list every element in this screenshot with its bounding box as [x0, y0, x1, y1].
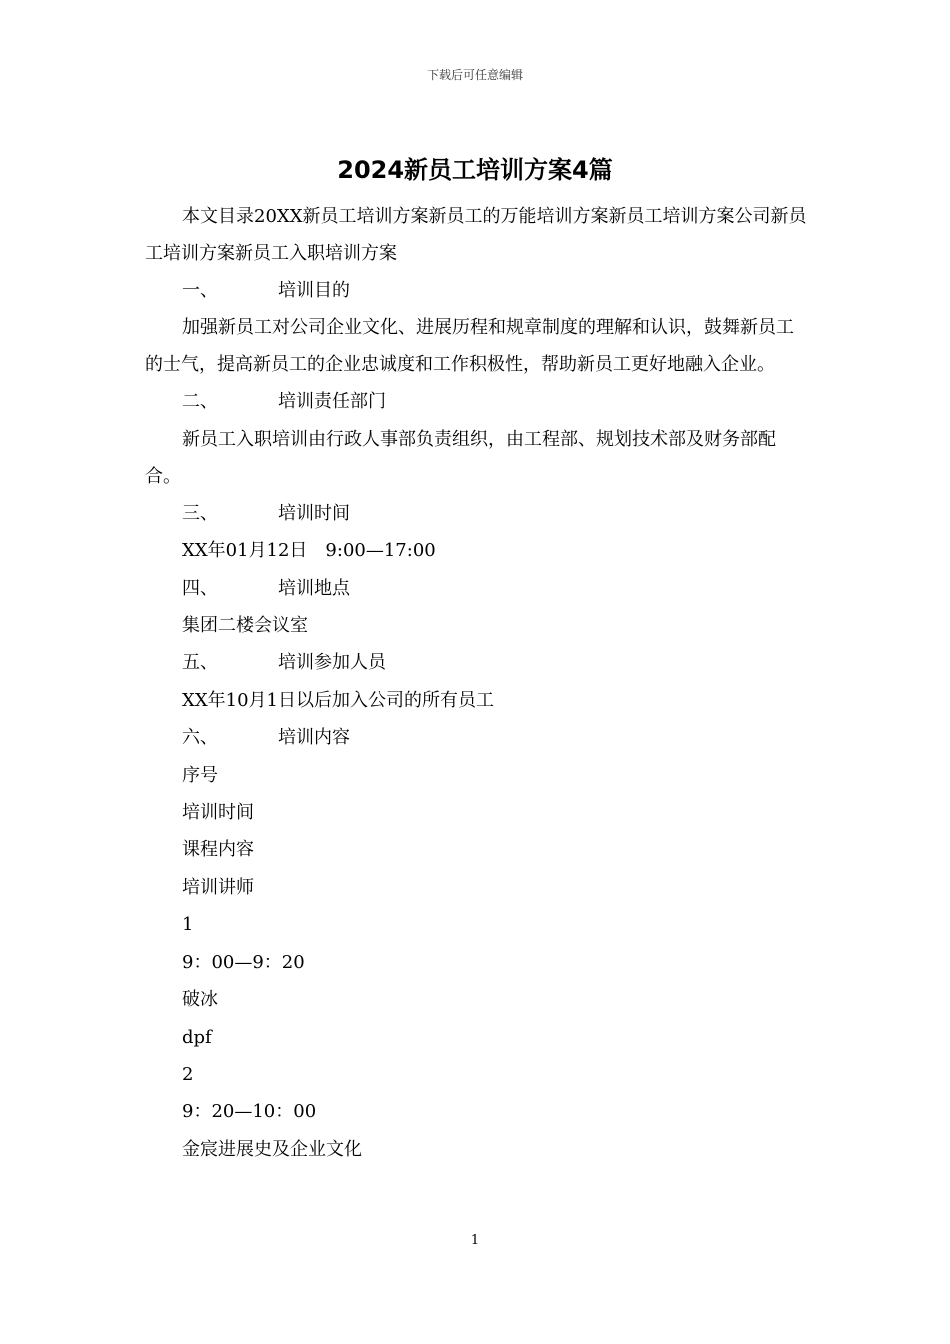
section-number: 六、 [182, 727, 218, 749]
table-cell-line: 9：20—10：00 [182, 1101, 317, 1123]
section-number: 三、 [182, 502, 218, 524]
section-number: 二、 [182, 391, 218, 413]
section-title: 培训参加人员 [278, 652, 386, 674]
section-line-5: XX年10月1日以后加入公司的所有员工 [182, 689, 494, 711]
section-number: 四、 [182, 577, 218, 599]
table-cell-line: 金宸进展史及企业文化 [182, 1138, 362, 1160]
table-cell-line: 培训讲师 [182, 876, 254, 898]
section-heading-4 [145, 570, 810, 607]
table-cell-line: 破冰 [182, 989, 218, 1011]
table-cell-line: dpf [182, 1026, 212, 1048]
section-heading-2 [145, 383, 810, 420]
table-cell-line: 课程内容 [182, 839, 254, 861]
page-header-note: 下载后可任意编辑 [426, 68, 523, 82]
section-number: 一、 [182, 280, 218, 301]
section-number: 五、 [182, 652, 218, 674]
section-heading-3 [145, 495, 810, 532]
section-heading-5 [145, 644, 810, 681]
page-number: 1 [470, 1233, 480, 1248]
table-cell-line: 序号 [182, 764, 218, 786]
section-line-3: XX年01月12日 9:00—17:00 [182, 540, 436, 562]
table-cell-line: 培训时间 [182, 802, 254, 824]
section-title: 培训目的 [278, 280, 350, 301]
table-cell-line: 2 [182, 1063, 194, 1085]
section-title: 培训时间 [278, 502, 350, 524]
section-paragraph-2: 新员工入职培训由行政人事部负责组织，由工程部、规划技术部及财务部配合。 [145, 428, 776, 487]
section-paragraph-1: 加强新员工对公司企业文化、进展历程和规章制度的理解和认识，鼓舞新员工的士气，提高新员工的企业忠诚度和工作积极性，帮助新员工更好地融入企业。 [145, 317, 794, 376]
section-heading-6 [145, 719, 810, 756]
section-title: 培训责任部门 [278, 391, 386, 413]
section-heading-1 [145, 272, 810, 309]
section-line-4: 集团二楼会议室 [182, 615, 308, 637]
section-title: 培训地点 [278, 577, 350, 599]
table-cell-line: 1 [182, 914, 194, 936]
section-title: 培训内容 [278, 727, 350, 749]
intro-paragraph: 本文目录20XX新员工培训方案新员工的万能培训方案新员工培训方案公司新员工培训方案新员工入职培训方案 [145, 206, 807, 264]
document-body [145, 198, 810, 1168]
table-cell-line: 9：00—9：20 [182, 951, 305, 973]
document-title: 2024新员工培训方案4篇 [337, 156, 613, 184]
